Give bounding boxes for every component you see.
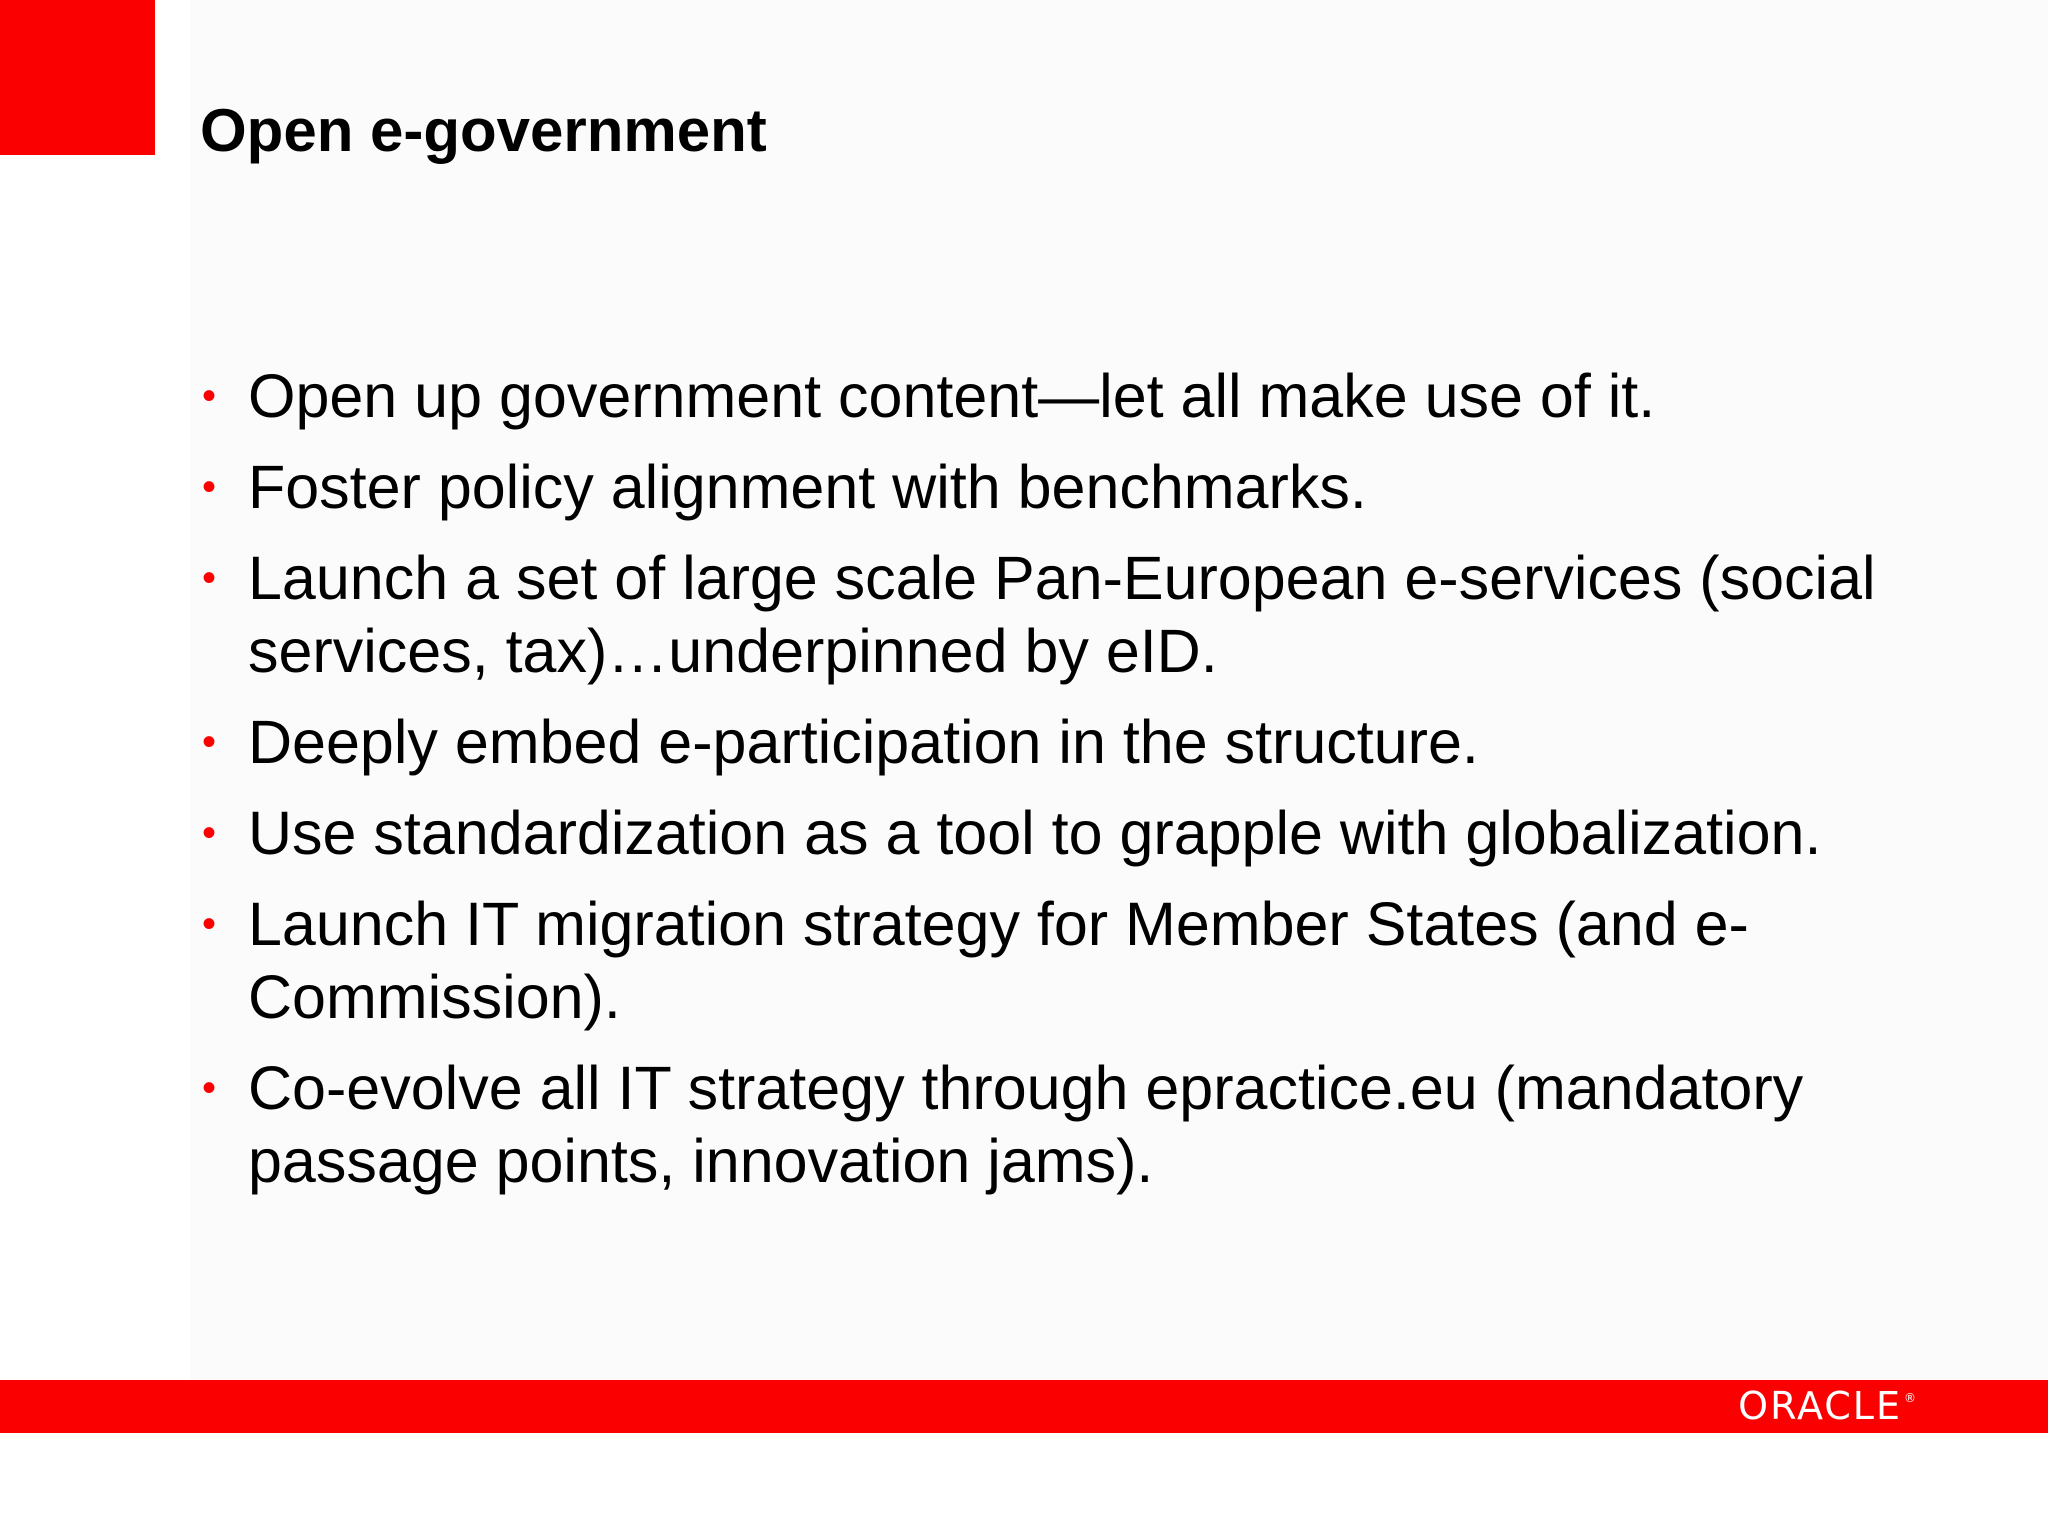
bullet-dot-icon: • xyxy=(202,811,217,855)
bullet-text: Launch a set of large scale Pan-European e-services (social services, tax)…underpinned by eID. xyxy=(248,544,1876,685)
bullet-dot-icon: • xyxy=(202,374,217,418)
bullet-text: Use standardization as a tool to grapple with globalization. xyxy=(248,799,1822,867)
corner-accent-block xyxy=(0,0,155,155)
bullet-text: Launch IT migration strategy for Member States (and e-Commission). xyxy=(248,890,1749,1031)
bullet-dot-icon: • xyxy=(202,902,217,946)
bullet-text: Open up government content—let all make use of it. xyxy=(248,362,1656,430)
bullet-dot-icon: • xyxy=(202,720,217,764)
registered-mark: ® xyxy=(1904,1391,1918,1405)
bullet-text: Foster policy alignment with benchmarks. xyxy=(248,453,1367,521)
slide-title: Open e-government xyxy=(200,97,767,164)
bullet-dot-icon: • xyxy=(202,556,217,600)
footer-bar xyxy=(0,1380,2048,1433)
oracle-logo xyxy=(1738,1380,1918,1433)
bullet-item xyxy=(196,1052,1896,1198)
logo-text: ORACLE xyxy=(1738,1384,1902,1428)
bullet-text: Co-evolve all IT strategy through epractice.eu (mandatory passage points, innovation jams). xyxy=(248,1054,1804,1195)
bullet-item xyxy=(196,542,1896,688)
bullet-item xyxy=(196,360,1896,433)
bullet-list xyxy=(196,360,1896,1216)
bullet-dot-icon: • xyxy=(202,465,217,509)
bullet-dot-icon: • xyxy=(202,1066,217,1110)
bullet-item xyxy=(196,451,1896,524)
bullet-item xyxy=(196,797,1896,870)
bullet-item xyxy=(196,706,1896,779)
bullet-item xyxy=(196,888,1896,1034)
bullet-text: Deeply embed e-participation in the structure. xyxy=(248,708,1479,776)
